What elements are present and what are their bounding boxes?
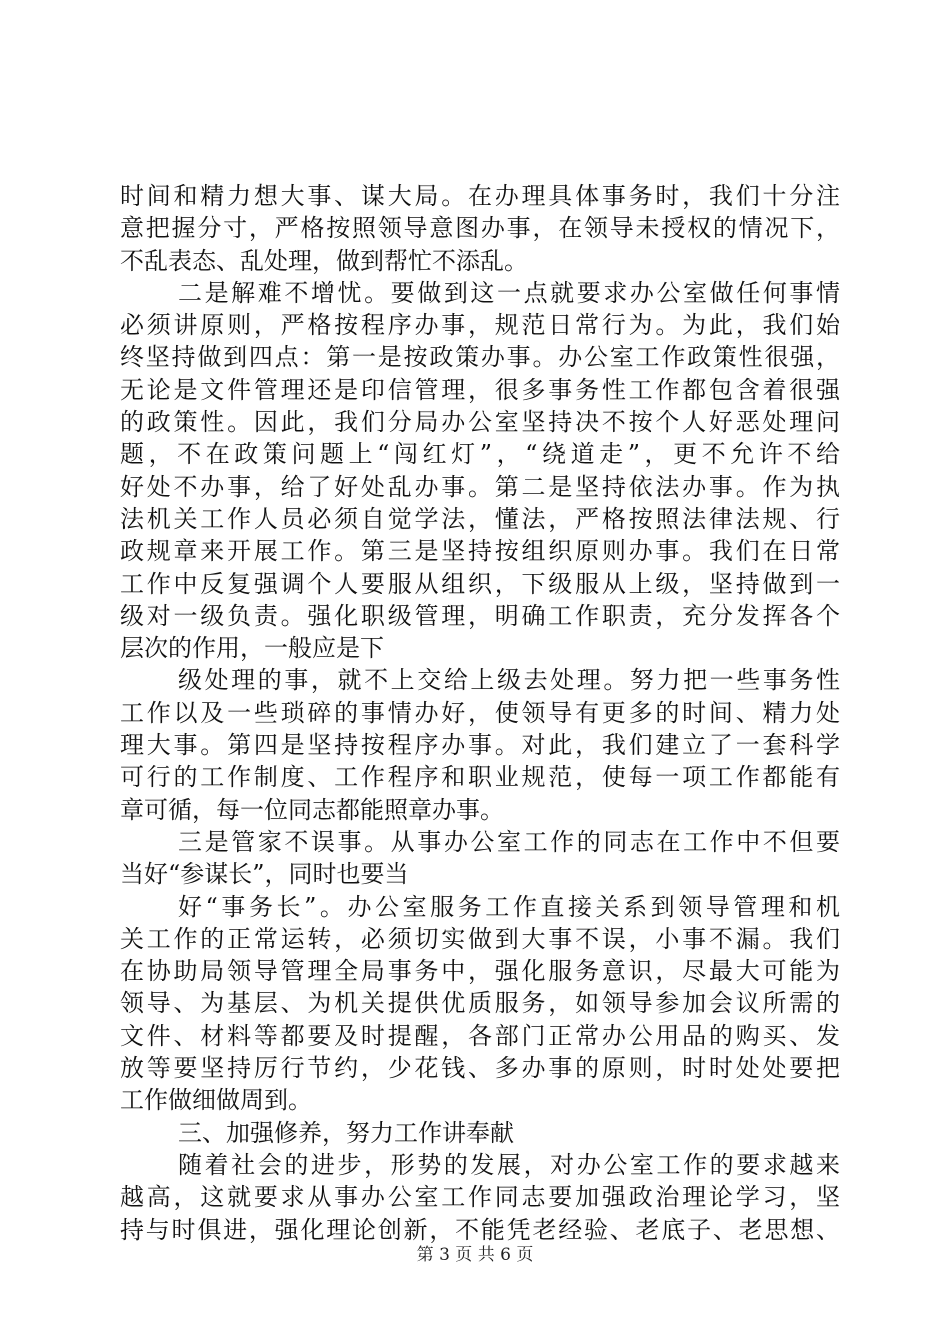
text-line: 级处理的事，就不上交给上级去处理。努力把一些事务性 — [178, 666, 840, 695]
text-line: 的政策性。因此，我们分局办公室坚持决不按个人好恶处理问 — [120, 408, 840, 437]
text-line: 必须讲原则，严格按程序办事，规范日常行为。为此，我们始 — [120, 311, 840, 340]
text-line: 章可循，每一位同志都能照章办事。 — [120, 795, 504, 824]
text-line: 三、加强修养，努力工作讲奉献 — [178, 1118, 514, 1147]
text-line: 放等要坚持厉行节约，少花钱、多办事的原则，时时处处要把 — [120, 1054, 840, 1083]
text-line: 理大事。第四是坚持按程序办事。对此，我们建立了一套科学 — [120, 731, 840, 760]
text-line: 领导、为基层、为机关提供优质服务，如领导参加会议所需的 — [120, 989, 840, 1018]
text-line: 法机关工作人员必须自觉学法，懂法，严格按照法律法规、行 — [120, 504, 840, 533]
text-line: 可行的工作制度、工作程序和职业规范，使每一项工作都能有 — [120, 763, 840, 792]
text-line: 文件、材料等都要及时提醒，各部门正常办公用品的购买、发 — [120, 1021, 840, 1050]
text-line: 好处不办事，给了好处乱办事。第二是坚持依法办事。作为执 — [120, 472, 840, 501]
text-line: 无论是文件管理还是印信管理，很多事务性工作都包含着很强 — [120, 375, 840, 404]
text-line: 层次的作用，一般应是下 — [120, 634, 384, 663]
text-line: 当好“参谋长”，同时也要当 — [120, 860, 409, 889]
text-line: 不乱表态、乱处理，做到帮忙不添乱。 — [120, 246, 528, 275]
text-line: 工作做细做周到。 — [120, 1086, 312, 1115]
text-line: 关工作的正常运转，必须切实做到大事不误，小事不漏。我们 — [120, 924, 840, 953]
text-line: 越高，这就要求从事办公室工作同志要加强政治理论学习，坚 — [120, 1183, 840, 1212]
text-line: 时间和精力想大事、谋大局。在办理具体事务时，我们十分注 — [120, 182, 840, 210]
text-line: 工作以及一些琐碎的事情办好，使领导有更多的时间、精力处 — [120, 698, 840, 727]
text-line: 级对一级负责。强化职级管理，明确工作职责，充分发挥各个 — [120, 601, 840, 630]
text-line: 在协助局领导管理全局事务中，强化服务意识，尽最大可能为 — [120, 957, 840, 986]
text-line: 工作中反复强调个人要服从组织，下级服从上级，坚持做到一 — [120, 569, 840, 598]
text-line: 二是解难不增忧。要做到这一点就要求办公室做任何事情 — [178, 278, 840, 307]
text-line: 意把握分寸，严格按照领导意图办事，在领导未授权的情况下， — [120, 214, 840, 243]
text-line: 三是管家不误事。从事办公室工作的同志在工作中不但要 — [178, 827, 840, 856]
text-line: 好“事务长”。办公室服务工作直接关系到领导管理和机 — [178, 892, 840, 921]
text-line: 题，不在政策问题上“闯红灯”，“绕道走”，更不允许不给 — [120, 440, 840, 469]
text-line: 持与时俱进，强化理论创新，不能凭老经验、老底子、老思想、 — [120, 1215, 840, 1244]
text-line: 随着社会的进步，形势的发展，对办公室工作的要求越来 — [178, 1150, 840, 1179]
text-line: 终坚持做到四点：第一是按政策办事。办公室工作政策性很强， — [120, 343, 840, 372]
document-body — [120, 180, 840, 1246]
text-line: 政规章来开展工作。第三是坚持按组织原则办事。我们在日常 — [120, 537, 840, 566]
page-footer: 第 3 页 共 6 页 — [416, 1245, 534, 1265]
